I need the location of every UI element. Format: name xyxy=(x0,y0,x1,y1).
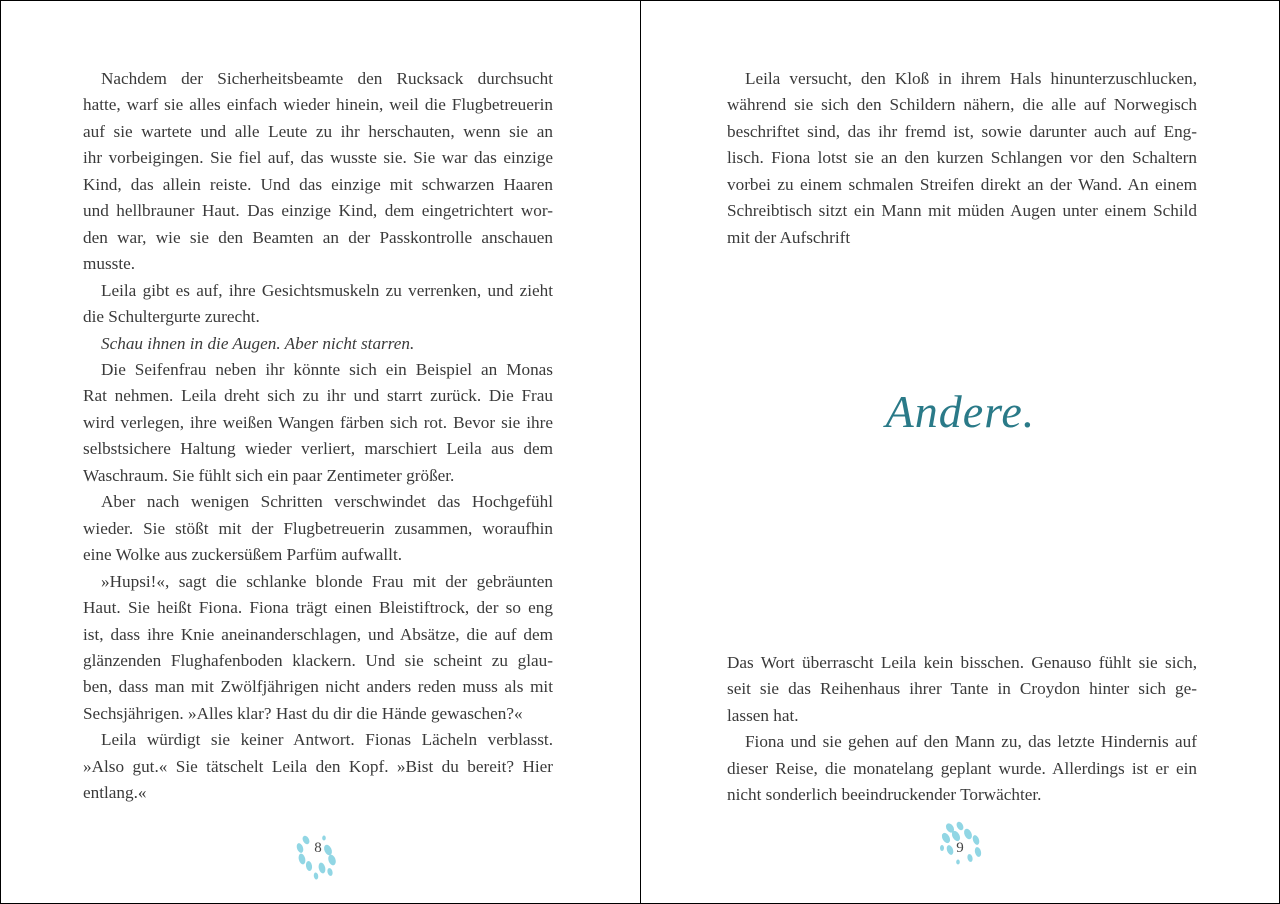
text-line: »Hupsi!«, sagt die schlanke blonde Frau mit der gebräunten xyxy=(101,571,553,591)
right-page-folio xyxy=(930,814,990,874)
text-line: Nachdem der Sicherheitsbeamte den Rucksack durchsucht xyxy=(101,69,553,88)
text-line: Rat nehmen. Leila dreht sich zu ihr und starrt zurück. Die Frau xyxy=(83,386,553,406)
text-line: Fiona und sie gehen auf den Mann zu, das letzte Hindernis auf xyxy=(745,732,1197,752)
text-line: selbstsichere Haltung wieder verliert, marschiert Leila aus dem xyxy=(83,439,553,459)
text-line: ben, dass man mit Zwölfjährigen nicht anders reden muss als mit xyxy=(83,677,553,697)
text-line: Kind, das allein reiste. Und das einzige mit schwarzen Haaren xyxy=(83,174,553,194)
text-line: Sechsjährigen. »Alles klar? Hast du dir die Hände gewaschen?« xyxy=(83,703,523,723)
text-line: ist, dass ihre Knie aneinanderschlagen, und Absätze, die auf dem xyxy=(83,624,553,644)
text-line: die Schultergurte zurecht. xyxy=(83,307,260,327)
text-line: dieser Reise, die monatelang geplant wurde. Allerdings ist er ein xyxy=(727,758,1197,778)
sign-display-word: Andere. xyxy=(885,386,1036,437)
text-line: lassen hat. xyxy=(727,705,799,725)
text-line: »Also gut.« Sie tätschelt Leila den Kopf. »Bist du bereit? Hier xyxy=(83,756,553,776)
text-line: Leila würdigt sie keiner Antwort. Fionas Lächeln verblasst. xyxy=(101,730,553,750)
left-page-body-text xyxy=(83,66,553,807)
text-line: Leila gibt es auf, ihre Gesichtsmuskeln zu verrenken, und zieht xyxy=(101,280,553,300)
text-line: ihr vorbeigingen. Sie fiel auf, das wusste sie. Sie war das einzige xyxy=(83,148,553,168)
text-line: hatte, warf sie alles einfach wieder hinein, weil die Flugbetreuerin xyxy=(83,95,553,115)
text-line: nicht sonderlich beeindruckender Torwächter. xyxy=(727,785,1042,805)
text-line: Aber nach wenigen Schritten verschwindet das Hochgefühl xyxy=(101,492,553,512)
text-line: musste. xyxy=(83,254,136,274)
text-line: glänzenden Flughafenboden klackern. Und sie scheint zu glau- xyxy=(83,650,553,670)
text-line: Waschraum. Sie fühlt sich ein paar Zentimeter größer. xyxy=(83,465,455,485)
text-line: Schreibtisch sitzt ein Mann mit müden Augen unter einem Schild xyxy=(727,201,1197,221)
text-line: und hellbrauner Haut. Das einzige Kind, dem eingetrichtert wor- xyxy=(83,201,553,221)
text-line: Leila versucht, den Kloß in ihrem Hals hinunterzuschlucken, xyxy=(745,69,1197,88)
right-page xyxy=(641,0,1280,904)
page-number: 9 xyxy=(956,840,964,856)
text-line: während sie sich den Schildern nähern, die alle auf Norwegisch xyxy=(727,95,1197,115)
text-line: mit der Aufschrift xyxy=(727,227,851,247)
text-line: eine Wolke aus zuckersüßem Parfüm aufwallt. xyxy=(83,545,403,565)
text-line: vorbei zu einem schmalen Streifen direkt an der Wand. An einem xyxy=(727,174,1197,194)
page-number: 8 xyxy=(314,840,322,856)
text-line: entlang.« xyxy=(83,783,147,803)
text-line: auf sie wartete und alle Leute zu ihr herschauten, wenn sie an xyxy=(83,121,553,141)
right-page-bottom-text xyxy=(727,650,1197,809)
right-page-top-text xyxy=(727,66,1197,251)
text-line: Das Wort überrascht Leila kein bisschen. Genauso fühlt sie sich, xyxy=(727,653,1197,672)
left-page-folio xyxy=(288,826,348,886)
text-line: wieder. Sie stößt mit der Flugbetreuerin zusammen, woraufhin xyxy=(83,518,553,538)
text-line: den war, wie sie den Beamten an der Passkontrolle anschauen xyxy=(83,227,553,247)
text-line: Haut. Sie heißt Fiona. Fiona trägt einen Bleistiftrock, der so eng xyxy=(83,598,553,618)
text-line: beschriftet sind, das ihr fremd ist, sowie darunter auch auf Eng- xyxy=(727,121,1197,141)
text-line: Die Seifenfrau neben ihr könnte sich ein Beispiel an Monas xyxy=(101,359,553,379)
text-line: wird verlegen, ihre weißen Wangen färben sich rot. Bevor sie ihre xyxy=(83,412,553,432)
text-line: lisch. Fiona lotst sie an den kurzen Schlangen vor den Schaltern xyxy=(727,148,1197,168)
text-line: Schau ihnen in die Augen. Aber nicht starren. xyxy=(101,333,415,353)
text-line: seit sie das Reihenhaus ihrer Tante in Croydon hinter sich ge- xyxy=(727,679,1197,699)
